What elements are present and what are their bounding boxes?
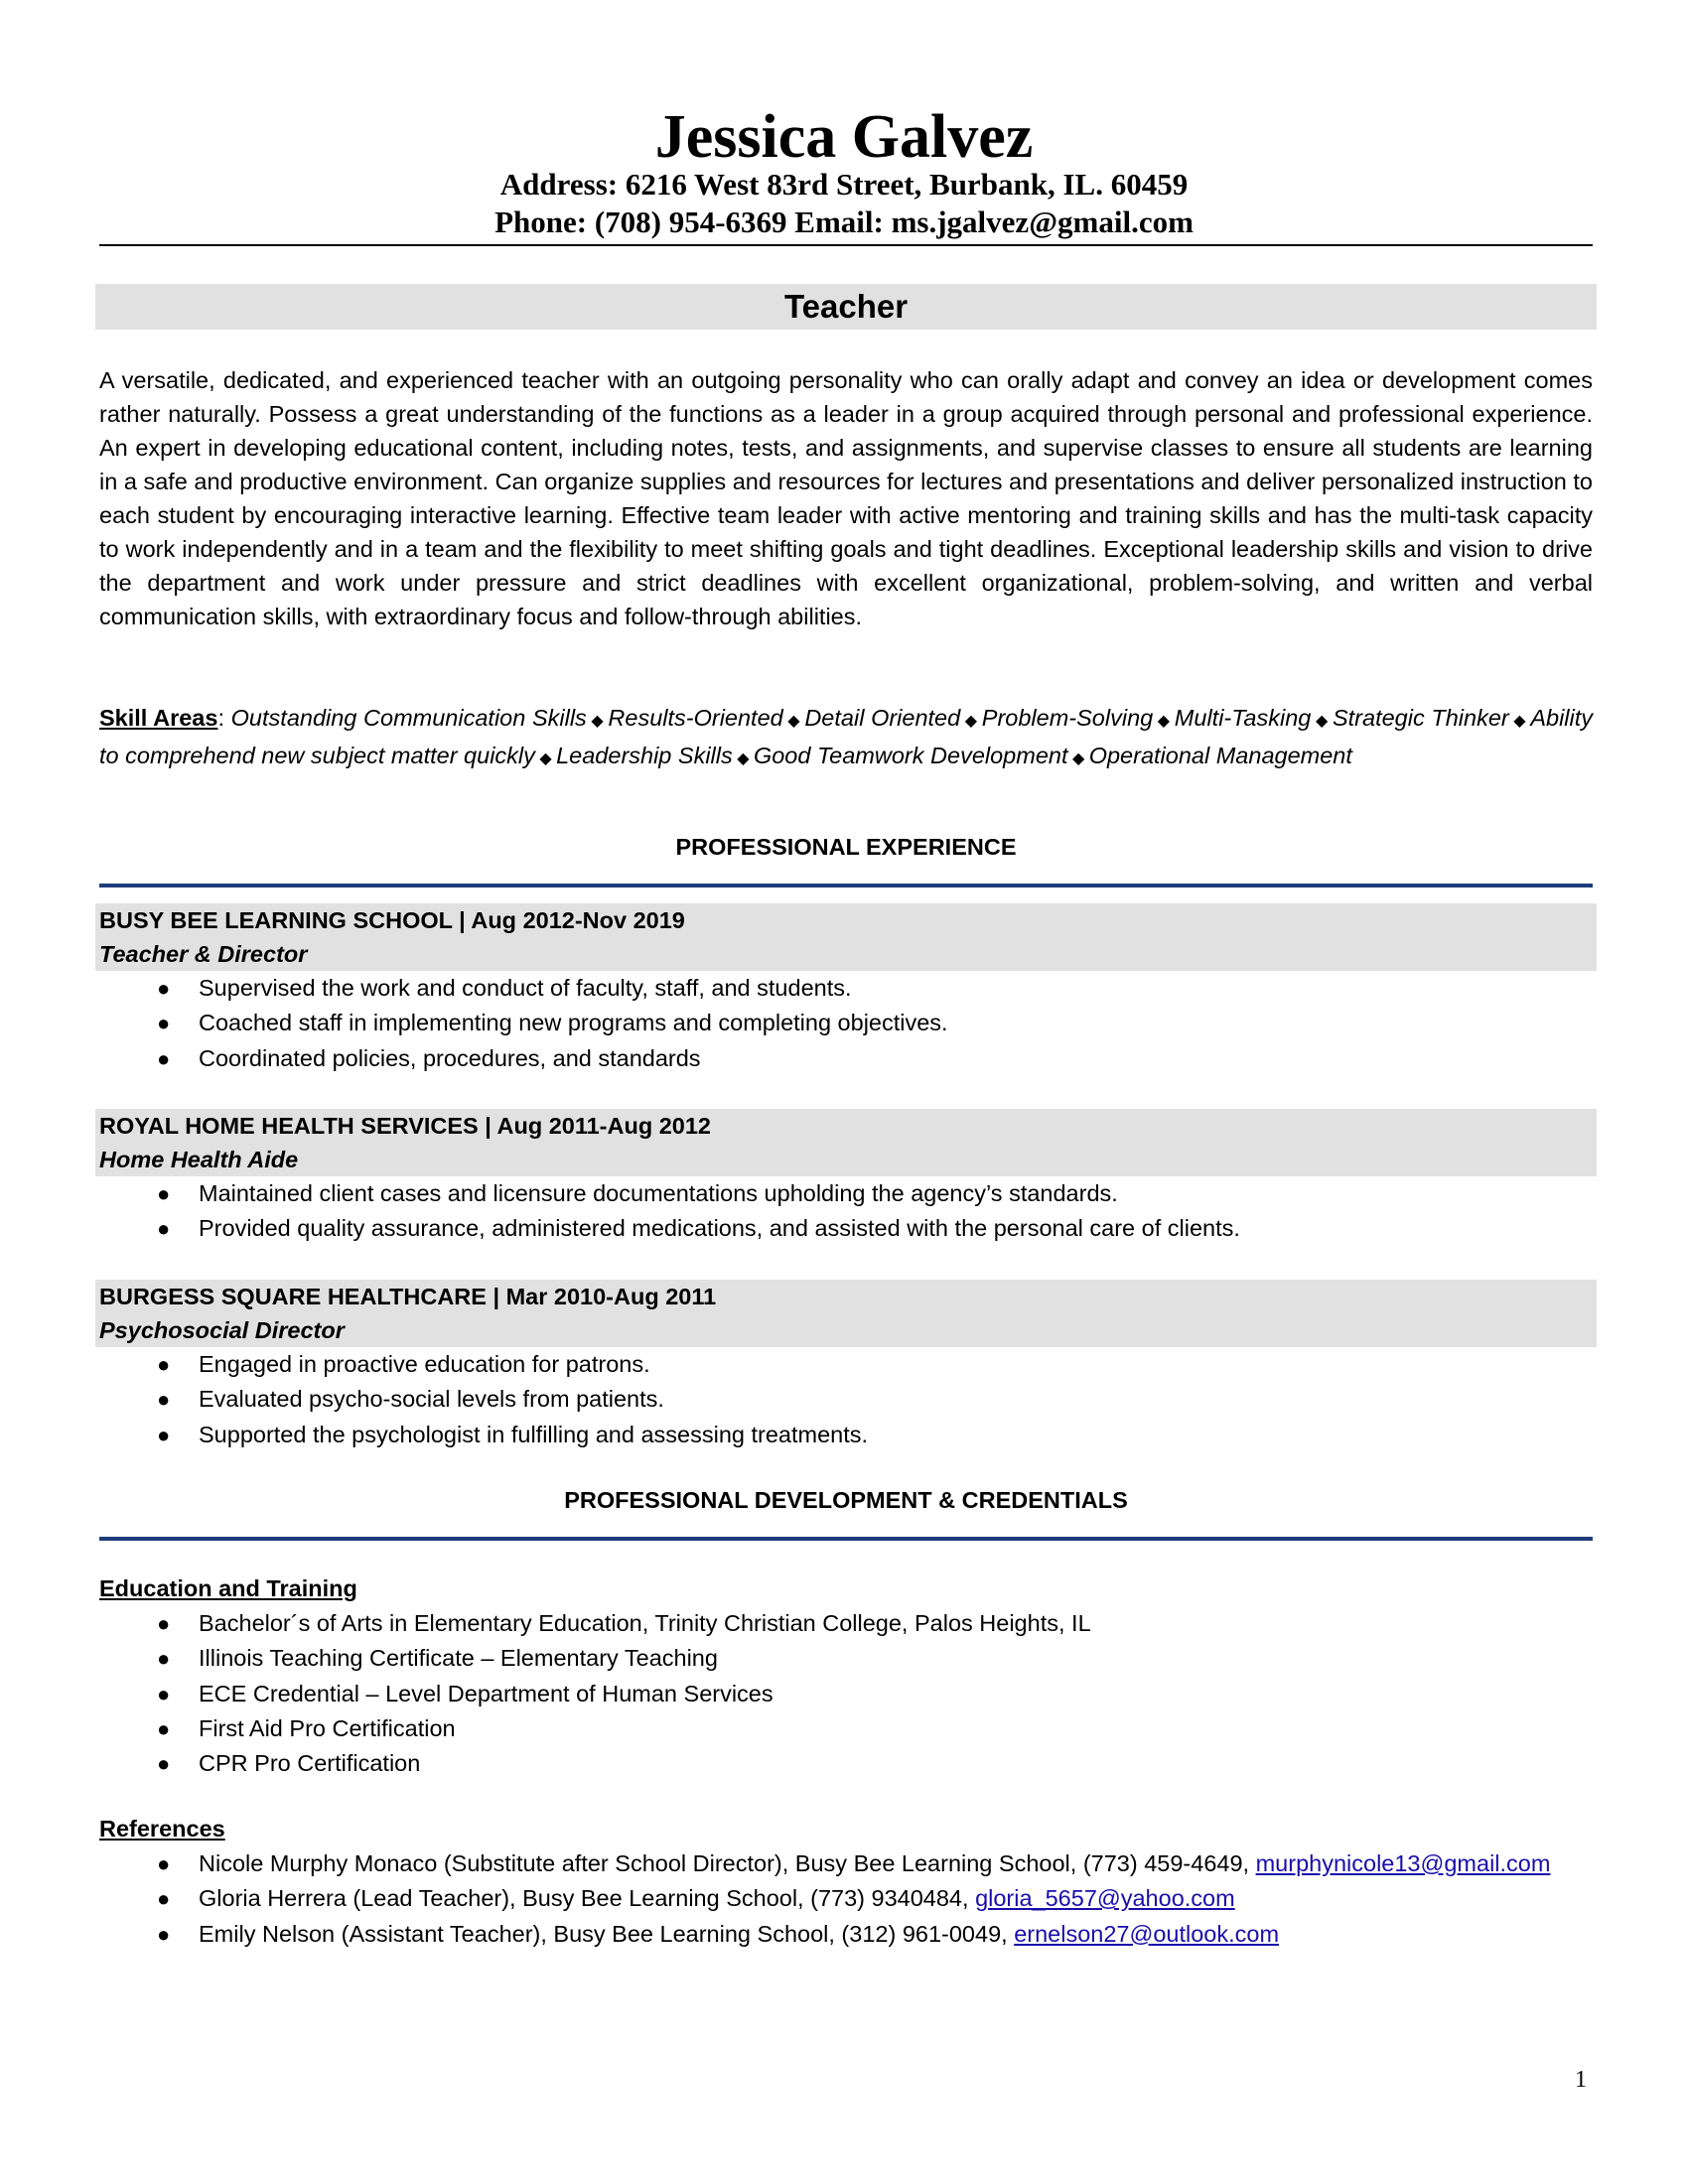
- diamond-separator-icon: ◆: [1153, 713, 1175, 730]
- bullet-icon: ●: [157, 1011, 171, 1036]
- references-list: [99, 1846, 1593, 1952]
- list-item-text: Supervised the work and conduct of faculty, staff, and students.: [199, 975, 852, 1001]
- reference-email-link[interactable]: murphynicole13@gmail.com: [1255, 1850, 1551, 1876]
- skill-item: Detail Oriented: [804, 705, 961, 731]
- header-divider: [99, 244, 1593, 246]
- job-bullets-3: [99, 1347, 1593, 1452]
- bullet-icon: ●: [157, 1646, 171, 1672]
- skill-item: Good Teamwork Development: [753, 743, 1068, 768]
- skill-areas-label: Skill Areas: [99, 705, 218, 731]
- bullet-icon: ●: [157, 1387, 171, 1413]
- reference-email-link[interactable]: gloria_5657@yahoo.com: [975, 1885, 1235, 1912]
- list-item-text: Evaluated psycho-social levels from patients.: [199, 1386, 664, 1413]
- list-item-text: Bachelor´s of Arts in Elementary Education, Trinity Christian College, Palos Heights, IL: [199, 1610, 1091, 1636]
- list-item: [99, 1418, 1593, 1452]
- list-item: [99, 1881, 1593, 1916]
- job-role-3: Psychosocial Director: [99, 1317, 345, 1343]
- bullet-icon: ●: [157, 1715, 171, 1741]
- list-item: [99, 971, 1593, 1006]
- list-item-text: CPR Pro Certification: [199, 1750, 421, 1777]
- list-item: [99, 1917, 1593, 1952]
- diamond-separator-icon: ◆: [534, 751, 557, 767]
- education-list: [99, 1606, 1593, 1781]
- bullet-icon: ●: [157, 1611, 171, 1636]
- job-header-2: [95, 1109, 1597, 1176]
- diamond-separator-icon: ◆: [586, 713, 609, 730]
- skill-areas-list: [99, 705, 1593, 768]
- list-item-text: Coordinated policies, procedures, and standards: [199, 1044, 701, 1071]
- education-heading: Education and Training: [99, 1575, 357, 1601]
- job-bullets-2: [99, 1176, 1593, 1247]
- list-item-text: Provided quality assurance, administered medications, and assisted with the personal care of clients.: [199, 1215, 1240, 1242]
- list-item: [99, 1641, 1593, 1676]
- skill-item: Results-Oriented: [608, 705, 783, 731]
- bullet-icon: ●: [157, 1886, 171, 1912]
- list-item-text: Maintained client cases and licensure documentations upholding the agency’s standards.: [199, 1180, 1118, 1206]
- reference-email-link[interactable]: ernelson27@outlook.com: [1014, 1920, 1280, 1947]
- diamond-separator-icon: ◆: [1311, 713, 1333, 730]
- page-number: 1: [1575, 2067, 1587, 2093]
- diamond-separator-icon: ◆: [1067, 751, 1089, 767]
- skill-item: Leadership Skills: [556, 743, 733, 768]
- list-item: [99, 1746, 1593, 1781]
- job-header-3: [95, 1280, 1597, 1347]
- list-item: [99, 1006, 1593, 1040]
- list-item: [99, 1382, 1593, 1417]
- list-item-text: Coached staff in implementing new programs and completing objectives.: [199, 1010, 948, 1036]
- skill-areas-colon: :: [217, 705, 231, 731]
- diamond-separator-icon: ◆: [782, 713, 805, 730]
- bullet-icon: ●: [157, 1851, 171, 1876]
- bullet-icon: ●: [157, 976, 171, 1001]
- bullet-icon: ●: [157, 1181, 171, 1206]
- job-title-banner: Teacher: [95, 284, 1597, 330]
- bullet-icon: ●: [157, 1681, 171, 1706]
- list-item-text: First Aid Pro Certification: [199, 1714, 456, 1741]
- list-item: [99, 1041, 1593, 1076]
- diamond-separator-icon: ◆: [1508, 713, 1531, 730]
- experience-heading: PROFESSIONAL EXPERIENCE: [675, 834, 1017, 860]
- job-role-2: Home Health Aide: [99, 1147, 299, 1172]
- list-item: [99, 1606, 1593, 1641]
- job-org-2: ROYAL HOME HEALTH SERVICES | Aug 2011-Aug 2012: [99, 1113, 711, 1139]
- bullet-icon: ●: [157, 1751, 171, 1777]
- reference-text: Gloria Herrera (Lead Teacher), Busy Bee Learning School, (773) 9340484,: [199, 1885, 976, 1912]
- bullet-icon: ●: [157, 1216, 171, 1242]
- job-bullets-1: [99, 971, 1593, 1076]
- skill-item: Strategic Thinker: [1332, 705, 1509, 731]
- list-item: [99, 1347, 1593, 1382]
- list-item-text: Supported the psychologist in fulfilling and assessing treatments.: [199, 1421, 869, 1447]
- skill-item: Outstanding Communication Skills: [230, 705, 587, 731]
- list-item-text: Engaged in proactive education for patrons.: [199, 1351, 650, 1377]
- list-item: [99, 1711, 1593, 1746]
- list-item-text: Illinois Teaching Certificate – Elementary Teaching: [199, 1645, 718, 1672]
- bullet-icon: ●: [157, 1352, 171, 1377]
- skill-areas: [99, 701, 1593, 776]
- diamond-separator-icon: ◆: [732, 751, 754, 767]
- diamond-separator-icon: ◆: [960, 713, 982, 730]
- candidate-name: Jessica Galvez: [654, 103, 1034, 171]
- job-header-1: [95, 903, 1597, 971]
- references-heading: References: [99, 1816, 225, 1842]
- job-org-1: BUSY BEE LEARNING SCHOOL | Aug 2012-Nov 2019: [99, 907, 685, 933]
- list-item: [99, 1176, 1593, 1211]
- reference-text: Nicole Murphy Monaco (Substitute after School Director), Busy Bee Learning School, (773) 459-4649,: [199, 1850, 1256, 1876]
- list-item: [99, 1846, 1593, 1881]
- skill-item: Operational Management: [1088, 743, 1352, 768]
- job-org-3: BURGESS SQUARE HEALTHCARE | Mar 2010-Aug 2011: [99, 1284, 717, 1309]
- profile-summary: A versatile, dedicated, and experienced teacher with an outgoing personality who can orally adapt and convey an idea or development comes rather naturally. Possess a great understanding of the functions as a leader in a group acquired through personal and professional experience. An expert in developing educational content, including notes, tests, and assignments, and supervise classes to ensure all students are learning in a safe and productive environment. Can organize supplies and resources for lectures and presentations and deliver personalized instruction to each student by encouraging interactive learning. Effective team leader with active mentoring and training skills and has the multi-task capacity to work independently and in a team and the flexibility to meet shifting goals and tight deadlines. Exceptional leadership skills and vision to drive the department and work under pressure and strict deadlines with excellent organizational, problem-solving, and written and verbal communication skills, with extraordinary focus and follow-through abilities.: [99, 367, 1593, 629]
- list-item: [99, 1677, 1593, 1711]
- skill-item: Problem-Solving: [981, 705, 1154, 731]
- contact-line: Phone: (708) 954-6369 Email: ms.jgalvez@gmail.com: [494, 205, 1194, 239]
- bullet-icon: ●: [157, 1422, 171, 1447]
- reference-text: Emily Nelson (Assistant Teacher), Busy Bee Learning School, (312) 961-0049,: [199, 1920, 1015, 1947]
- skill-item: Multi-Tasking: [1174, 705, 1312, 731]
- list-item-text: ECE Credential – Level Department of Human Services: [199, 1680, 774, 1706]
- job-role-1: Teacher & Director: [99, 941, 308, 967]
- skill-item: Ability to comprehend new subject matter quickly: [99, 705, 1594, 768]
- development-heading: PROFESSIONAL DEVELOPMENT & CREDENTIALS: [564, 1487, 1128, 1513]
- development-divider: [99, 1537, 1593, 1541]
- bullet-icon: ●: [157, 1921, 171, 1947]
- address-line: Address: 6216 West 83rd Street, Burbank, IL. 60459: [499, 167, 1189, 202]
- experience-divider: [99, 884, 1593, 887]
- list-item: [99, 1211, 1593, 1246]
- bullet-icon: ●: [157, 1045, 171, 1071]
